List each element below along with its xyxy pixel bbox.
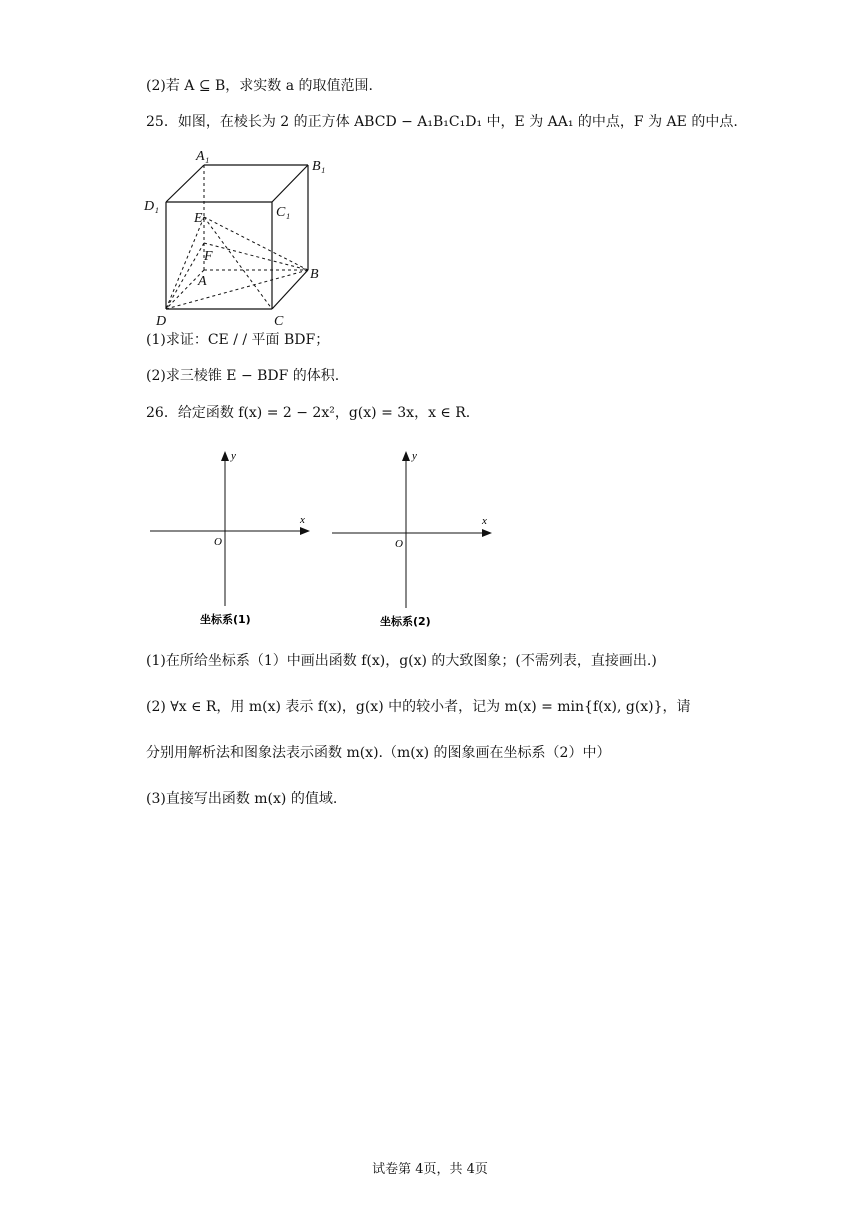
question-26-part2-line1: (2) ∀x ∈ R，用 m(x) 表示 f(x)，g(x) 中的较小者，记为 m(x) = min{f(x), g(x)}，请 xyxy=(146,699,691,715)
question-26-stem: 26．给定函数 f(x) = 2 − 2x²，g(x) = 3x，x ∈ R. xyxy=(146,405,471,421)
coordinate-system-2 xyxy=(330,448,500,633)
cube-figure xyxy=(140,142,340,328)
edge-b1c1 xyxy=(272,165,308,202)
x-axis-arrow-icon xyxy=(482,529,492,537)
segment-db xyxy=(166,270,308,309)
coordinate-system-1 xyxy=(148,448,318,633)
segment-eb xyxy=(204,217,308,270)
label-b: B xyxy=(310,267,319,282)
label-a1: A₁ xyxy=(196,149,210,164)
label-d1: D₁ xyxy=(144,199,159,214)
label-c: C xyxy=(274,314,284,328)
label-e: E xyxy=(194,211,203,226)
segment-ed xyxy=(166,217,204,309)
y-axis-arrow-icon xyxy=(221,451,229,461)
segment-ec xyxy=(204,217,272,309)
y-axis-label: y xyxy=(412,450,417,462)
coordinate-caption-2: 坐标系(2) xyxy=(380,615,431,628)
question-25-part1: (1)求证：CE / / 平面 BDF； xyxy=(146,332,330,348)
question-26-part2-line2: 分别用解析法和图象法表示函数 m(x).（m(x) 的图象画在坐标系（2）中） xyxy=(146,745,611,761)
x-axis-arrow-icon xyxy=(300,527,310,535)
edge-d1a1 xyxy=(166,165,204,202)
x-axis-label: x xyxy=(300,514,305,526)
question-26-part1: (1)在所给坐标系（1）中画出函数 f(x)，g(x) 的大致图象；(不需列表，直接画出.) xyxy=(146,653,657,669)
question-25-part2: (2)求三棱锥 E − BDF 的体积. xyxy=(146,368,340,384)
y-axis-arrow-icon xyxy=(402,451,410,461)
segment-fb xyxy=(204,243,308,270)
x-axis-label: x xyxy=(482,515,487,527)
coordinate-caption-1: 坐标系(1) xyxy=(200,613,251,626)
edge-bc xyxy=(272,270,308,309)
page-footer: 试卷第 4页，共 4页 xyxy=(372,1162,488,1177)
origin-label: O xyxy=(395,538,403,550)
label-a: A xyxy=(198,274,207,289)
y-axis-label: y xyxy=(231,450,236,462)
question-24-part2: (2)若 A ⊆ B，求实数 a 的取值范围. xyxy=(146,78,374,94)
question-25-stem: 25．如图，在棱长为 2 的正方体 ABCD − A₁B₁C₁D₁ 中，E 为 AA₁ 的中点，F 为 AE 的中点. xyxy=(146,114,738,130)
label-c1: C₁ xyxy=(276,205,291,220)
label-b1: B₁ xyxy=(312,159,326,174)
origin-label: O xyxy=(214,536,222,548)
label-f: F xyxy=(204,249,213,264)
question-26-part3: (3)直接写出函数 m(x) 的值域. xyxy=(146,791,338,807)
label-d: D xyxy=(156,314,167,328)
